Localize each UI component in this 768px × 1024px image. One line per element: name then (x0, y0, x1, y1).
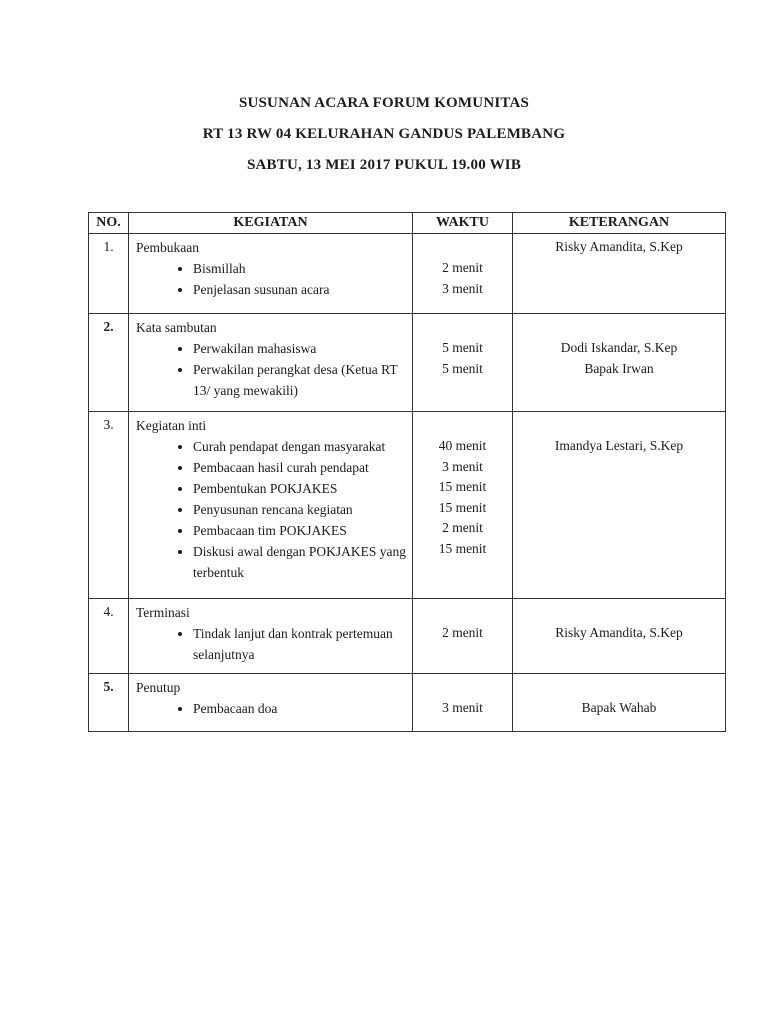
keterangan-value: Bapak Irwan (584, 360, 654, 376)
waktu-cell (413, 234, 513, 314)
keterangan-value: Imandya Lestari, S.Kep (554, 438, 684, 453)
waktu-cell (413, 599, 513, 674)
row-number: 4. (89, 599, 129, 674)
waktu-value: 2 menit (442, 520, 483, 535)
row-number: 3. (89, 412, 129, 599)
keterangan-value: Risky Amandita, S.Kep (555, 625, 683, 640)
row-number: 1. (89, 234, 129, 314)
waktu-value: 2 menit (442, 260, 483, 275)
kegiatan-bullet: • Perwakilan mahasiswa (193, 338, 408, 359)
kegiatan-bullet-list (136, 698, 408, 719)
waktu-spacer (413, 602, 512, 623)
table-row (89, 314, 726, 412)
kegiatan-cell (129, 234, 413, 314)
kegiatan-bullet: • Curah pendapat dengan masyarakat (193, 436, 408, 457)
waktu-value: 15 menit (438, 499, 487, 515)
row-number: 2. (89, 314, 129, 412)
kegiatan-bullet: • Diskusi awal dengan POKJAKES yang terbentuk (193, 541, 408, 583)
keterangan-cell (513, 412, 726, 599)
table-row (89, 234, 726, 314)
table-row (89, 674, 726, 732)
kegiatan-bullet: • Pembacaan hasil curah pendapat (193, 457, 408, 478)
document-header (0, 88, 768, 181)
doc-title-line1: SUSUNAN ACARA FORUM KOMUNITAS (238, 95, 530, 111)
waktu-value: 3 menit (442, 458, 483, 474)
kegiatan-bullet: • Bismillah (193, 258, 408, 279)
waktu-value: 40 menit (438, 438, 487, 453)
kegiatan-title: Penutup (136, 680, 181, 695)
kegiatan-cell (129, 412, 413, 599)
kegiatan-bullet-list (136, 338, 408, 401)
agenda-table (88, 212, 726, 732)
waktu-value: 5 menit (442, 360, 483, 376)
keterangan-spacer (513, 317, 725, 338)
kegiatan-bullet-list (136, 258, 408, 300)
column-header-no: NO. (89, 213, 129, 234)
kegiatan-bullet-list (136, 436, 408, 583)
kegiatan-bullet: • Tindak lanjut dan kontrak pertemuan selanjutnya (193, 623, 408, 665)
column-header-waktu: WAKTU (413, 213, 513, 234)
agenda-table-body (89, 234, 726, 732)
keterangan-cell (513, 599, 726, 674)
waktu-value: 3 menit (442, 280, 483, 296)
kegiatan-cell (129, 599, 413, 674)
keterangan-cell (513, 234, 726, 314)
waktu-cell (413, 314, 513, 412)
waktu-spacer (413, 677, 512, 698)
waktu-value: 5 menit (442, 340, 483, 355)
doc-title-line2: RT 13 RW 04 KELURAHAN GANDUS PALEMBANG (202, 126, 566, 142)
kegiatan-bullet: • Perwakilan perangkat desa (Ketua RT 13/ yang mewakili) (193, 359, 408, 401)
waktu-cell (413, 674, 513, 732)
table-row (89, 599, 726, 674)
waktu-value: 15 menit (438, 540, 487, 556)
keterangan-cell (513, 674, 726, 732)
waktu-value: 15 menit (438, 479, 487, 494)
kegiatan-bullet-list (136, 623, 408, 665)
kegiatan-title: Pembukaan (136, 240, 199, 255)
table-row (89, 412, 726, 599)
waktu-value: 2 menit (442, 625, 483, 640)
waktu-value: 3 menit (442, 700, 483, 715)
doc-title-line3: SABTU, 13 MEI 2017 PUKUL 19.00 WIB (246, 157, 522, 173)
kegiatan-title: Kata sambutan (136, 320, 217, 335)
kegiatan-bullet: • Pembentukan POKJAKES (193, 478, 408, 499)
keterangan-spacer (513, 677, 725, 698)
kegiatan-bullet: • Pembacaan doa (193, 698, 408, 719)
keterangan-value: Dodi Iskandar, S.Kep (560, 340, 678, 355)
kegiatan-bullet: • Penyusunan rencana kegiatan (193, 499, 408, 520)
kegiatan-bullet: • Pembacaan tim POKJAKES (193, 520, 408, 541)
waktu-spacer (413, 317, 512, 338)
kegiatan-title: Kegiatan inti (136, 418, 207, 433)
table-header-row (89, 213, 726, 234)
waktu-spacer (413, 237, 512, 258)
kegiatan-title: Terminasi (136, 605, 190, 620)
kegiatan-cell (129, 674, 413, 732)
keterangan-cell (513, 314, 726, 412)
waktu-spacer (413, 415, 512, 436)
column-header-kegiatan: KEGIATAN (129, 213, 413, 234)
kegiatan-bullet: • Penjelasan susunan acara (193, 279, 408, 300)
keterangan-value: Risky Amandita, S.Kep (555, 239, 683, 254)
keterangan-spacer (513, 602, 725, 623)
kegiatan-cell (129, 314, 413, 412)
waktu-cell (413, 412, 513, 599)
keterangan-spacer (513, 415, 725, 436)
keterangan-value: Bapak Wahab (581, 700, 657, 715)
row-number: 5. (89, 674, 129, 732)
column-header-keterangan: KETERANGAN (513, 213, 726, 234)
